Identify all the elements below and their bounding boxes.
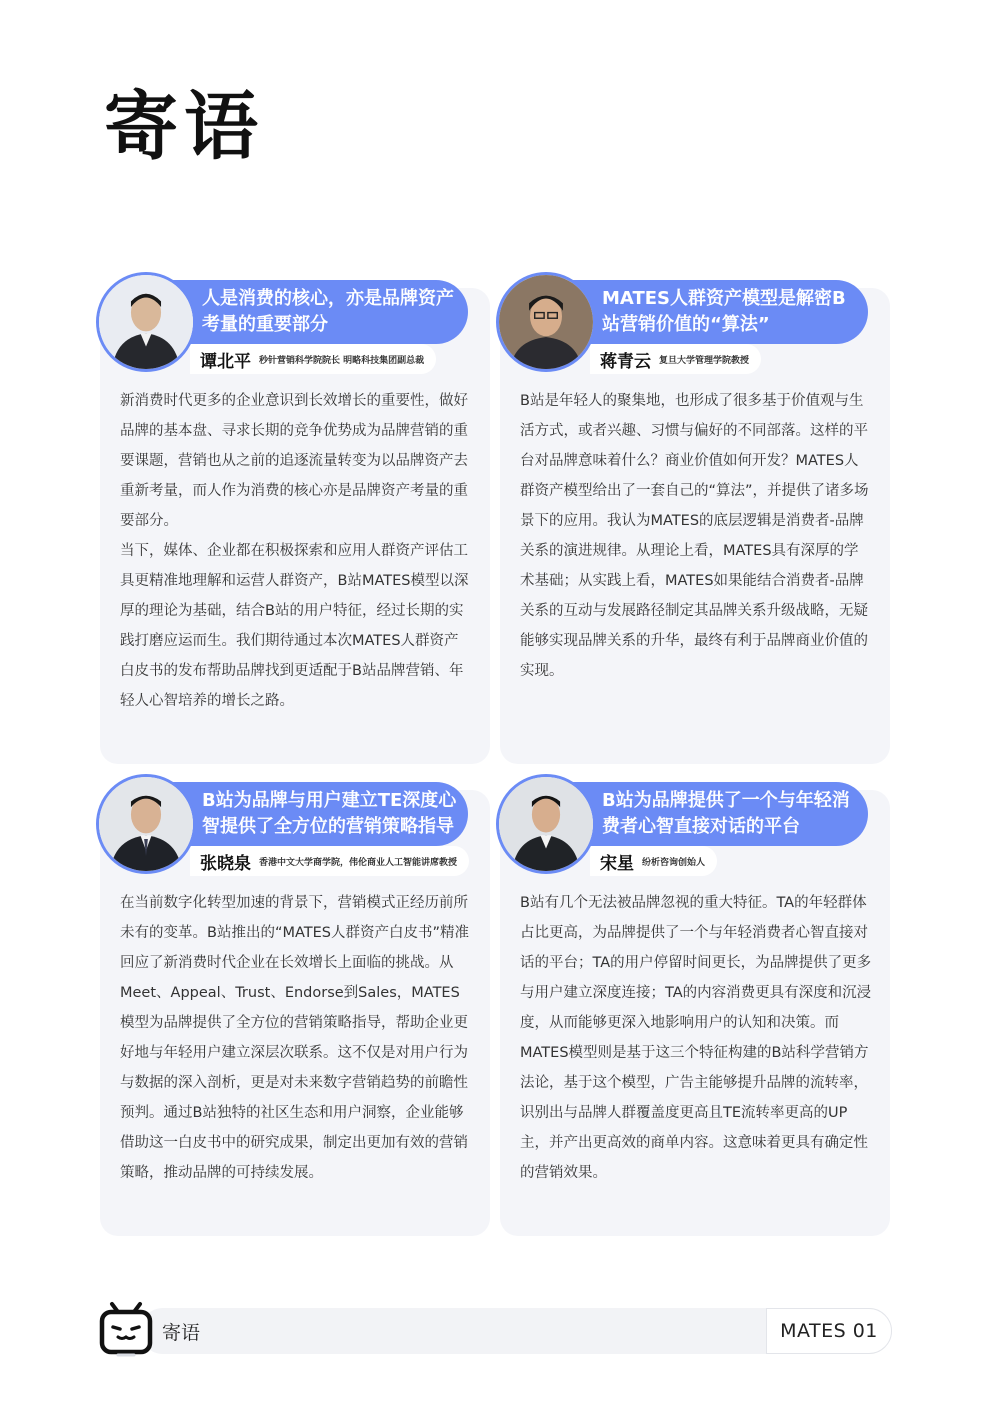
nameplate [590,344,761,374]
paragraph: 新消费时代更多的企业意识到长效增长的重要性，做好品牌的基本盘、寻求长期的竞争优势成为品牌营销的重要课题，营销也从之前的追逐流量转变为以品牌资产去重新考量，而人作为消费的核心亦是品牌资产考量的重要部分。 [120,393,468,529]
portrait-icon [499,275,593,369]
card-body [520,888,872,1188]
card-body [120,386,472,716]
footer-section-title: 寄语 [162,1322,201,1344]
author-name: 张晓泉 [200,853,251,874]
portrait-icon [499,777,593,871]
avatar [496,272,596,372]
page-title: 寄语 [104,84,264,170]
quote-card-zhang-xiaoquan [100,790,490,1236]
portrait-icon [99,777,193,871]
author-name: 宋星 [600,853,634,874]
quote-banner: 人是消费的核心，亦是品牌资产考量的重要部分 [152,280,468,344]
paragraph: 在当前数字化转型加速的背景下，营销模式正经历前所未有的变革。B站推出的“MATES人群资产白皮书”精准回应了新消费时代企业在长效增长上面临的挑战。从Meet、Appeal、Trust、Endorse到Sales，MATES模型为品牌提供了全方位的营销策略指导，帮助企业更好地与年轻用户建立深层次联系。这不仅是对用户行为与数据的深入剖析，更是对未来数字营销趋势的前瞻性预判。通过B站独特的社区生态和用户洞察，企业能够借助这一白皮书中的研究成果，制定出更加有效的营销策略，推动品牌的可持续发展。 [120,895,469,1181]
author-role: 秒针营销科学院院长 明略科技集团副总裁 [259,355,425,366]
avatar [96,774,196,874]
footer-page-label: MATES 01 [766,1308,892,1354]
quote-card-song-xing [500,790,890,1236]
author-role: 复旦大学管理学院教授 [659,355,750,366]
avatar [496,774,596,874]
author-name: 蒋青云 [600,351,651,372]
nameplate [190,846,469,876]
nameplate [590,846,717,876]
quote-banner: B站为品牌与用户建立TE深度心智提供了全方位的营销策略指导 [152,782,468,846]
avatar [96,272,196,372]
author-role: 香港中文大学商学院，伟伦商业人工智能讲席教授 [259,857,458,868]
nameplate [190,344,436,374]
card-body [120,888,472,1188]
card-body [520,386,872,686]
paragraph: B站有几个无法被品牌忽视的重大特征。TA的年轻群体占比更高，为品牌提供了一个与年轻消费者心智直接对话的平台；TA的用户停留时间更长，为品牌提供了更多与用户建立深度连接；TA的内容消费更具有深度和沉浸度，从而能够更深入地影响用户的认知和决策。而MATES模型则是基于这三个特征构建的B站科学营销方法论，基于这个模型，广告主能够提升品牌的流转率，识别出与品牌人群覆盖度更高且TE流转率更高的UP主，并产出更高效的商单内容。这意味着更具有确定性的营销效果。 [520,895,872,1181]
quote-card-tan-beiping [100,288,490,764]
author-role: 纷析咨询创始人 [642,857,706,868]
bilibili-tv-icon [98,1300,154,1358]
portrait-icon [99,275,193,369]
quote-banner: B站为品牌提供了一个与年轻消费者心智直接对话的平台 [552,782,868,846]
paragraph: B站是年轻人的聚集地，也形成了很多基于价值观与生活方式，或者兴趣、习惯与偏好的不同部落。这样的平台对品牌意味着什么？商业价值如何开发？MATES人群资产模型给出了一套自己的“算法”，并提供了诸多场景下的应用。我认为MATES的底层逻辑是消费者-品牌关系的演进规律。从理论上看，MATES具有深厚的学术基础；从实践上看，MATES如果能结合消费者-品牌关系的互动与发展路径制定其品牌关系升级战略，无疑能够实现品牌关系的升华，最终有利于品牌商业价值的实现。 [520,393,869,679]
author-name: 谭北平 [200,351,251,372]
quote-card-jiang-qingyun [500,288,890,764]
quote-banner: MATES人群资产模型是解密B站营销价值的“算法” [552,280,868,344]
paragraph: 当下，媒体、企业都在积极探索和应用人群资产评估工具更精准地理解和运营人群资产，B站MATES模型以深厚的理论为基础，结合B站的用户特征，经过长期的实践打磨应运而生。我们期待通过本次MATES人群资产白皮书的发布帮助品牌找到更适配于B站品牌营销、年轻人心智培养的增长之路。 [120,543,469,709]
